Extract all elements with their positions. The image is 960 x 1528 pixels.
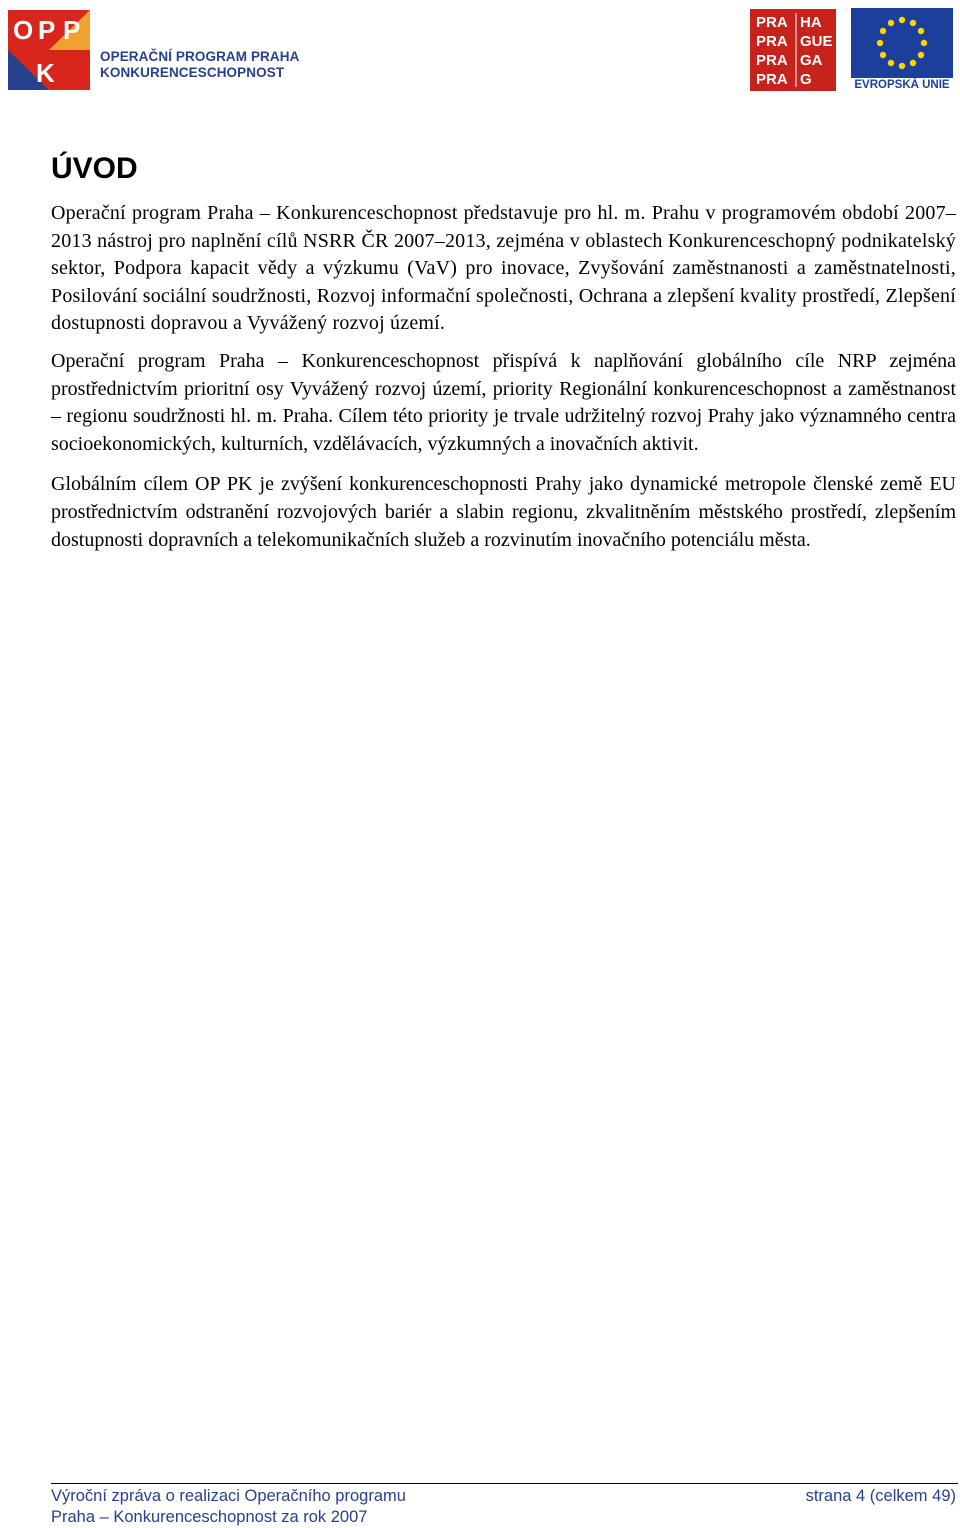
page-header (0, 0, 960, 100)
opp-name-line2: KONKURENCESCHOPNOST (100, 65, 285, 80)
footer-report-title (51, 1486, 406, 1528)
eu-logo (851, 8, 953, 92)
page-title: ÚVOD (51, 152, 138, 185)
paragraph-intro: Operační program Praha – Konkurenceschopnost představuje pro hl. m. Prahu v programovém období 2007–2013 nástroj pro naplnění cílů NSRR ČR 2007–2013, zejména v oblastech Konkurenceschopný podnikatelský sektor, Podpora kapacit vědy a výzkumu (VaV) pro inovace, Zvyšování zaměstnanosti a zaměstnatelnosti, Posilování sociální soudržnosti, Rozvoj informační společnosti, Ochrana a zlepšení kvality prostředí, Zlepšení dostupnosti dopravou a Vyvážený rozvoj území. (51, 202, 956, 335)
footer-line1: Výroční zpráva o realizaci Operačního programu (51, 1487, 406, 1505)
svg-text:P: P (63, 15, 81, 45)
svg-text:G: G (800, 71, 812, 88)
svg-text:GA: GA (800, 52, 823, 69)
paragraph-global-goal: Globálním cílem OP PK je zvýšení konkurenceschopnosti Prahy jako dynamické metropole členské země EU prostřednictvím odstranění rozvojových bariér a slabin regionu, zkvalitněním městského prostředí, zlepšením dostupnosti dopravních a telekomunikačních služeb a rozvinutím inovačního potenciálu města. (51, 473, 956, 551)
body-text (51, 200, 956, 554)
page-number: strana 4 (celkem 49) (805, 1487, 956, 1505)
footer-divider (51, 1483, 958, 1484)
svg-text:PRA: PRA (756, 14, 788, 31)
svg-text:O: O (13, 15, 34, 45)
opp-logo (8, 10, 90, 90)
eu-flag-icon (851, 8, 953, 78)
svg-text:GUE: GUE (800, 33, 833, 50)
footer-line2: Praha – Konkurenceschopnost za rok 2007 (51, 1508, 368, 1526)
eu-label: EVROPSKÁ UNIE (854, 79, 950, 91)
svg-text:HA: HA (800, 14, 822, 31)
svg-text:PRA: PRA (756, 33, 788, 50)
opp-program-name (100, 49, 299, 81)
svg-text:PRA: PRA (756, 52, 788, 69)
svg-text:P: P (38, 15, 56, 45)
svg-text:K: K (36, 58, 55, 88)
praha-logo (750, 9, 836, 91)
paragraph-contribution: Operační program Praha – Konkurenceschopnost přispívá k naplňování globálního cíle NRP zejména prostřednictvím prioritní osy Vyvážený rozvoj území, priority Regionální konkurenceschopnost a zaměstnanost – regionu soudržnosti hl. m. Praha. Cílem této priority je trvale udržitelný rozvoj Prahy jako významného centra socioekonomických, kulturních, vzdělávacích, výzkumných a inovačních aktivit. (51, 349, 956, 455)
opp-name-line1: OPERAČNÍ PROGRAM PRAHA (100, 49, 300, 64)
svg-text:PRA: PRA (756, 71, 788, 88)
